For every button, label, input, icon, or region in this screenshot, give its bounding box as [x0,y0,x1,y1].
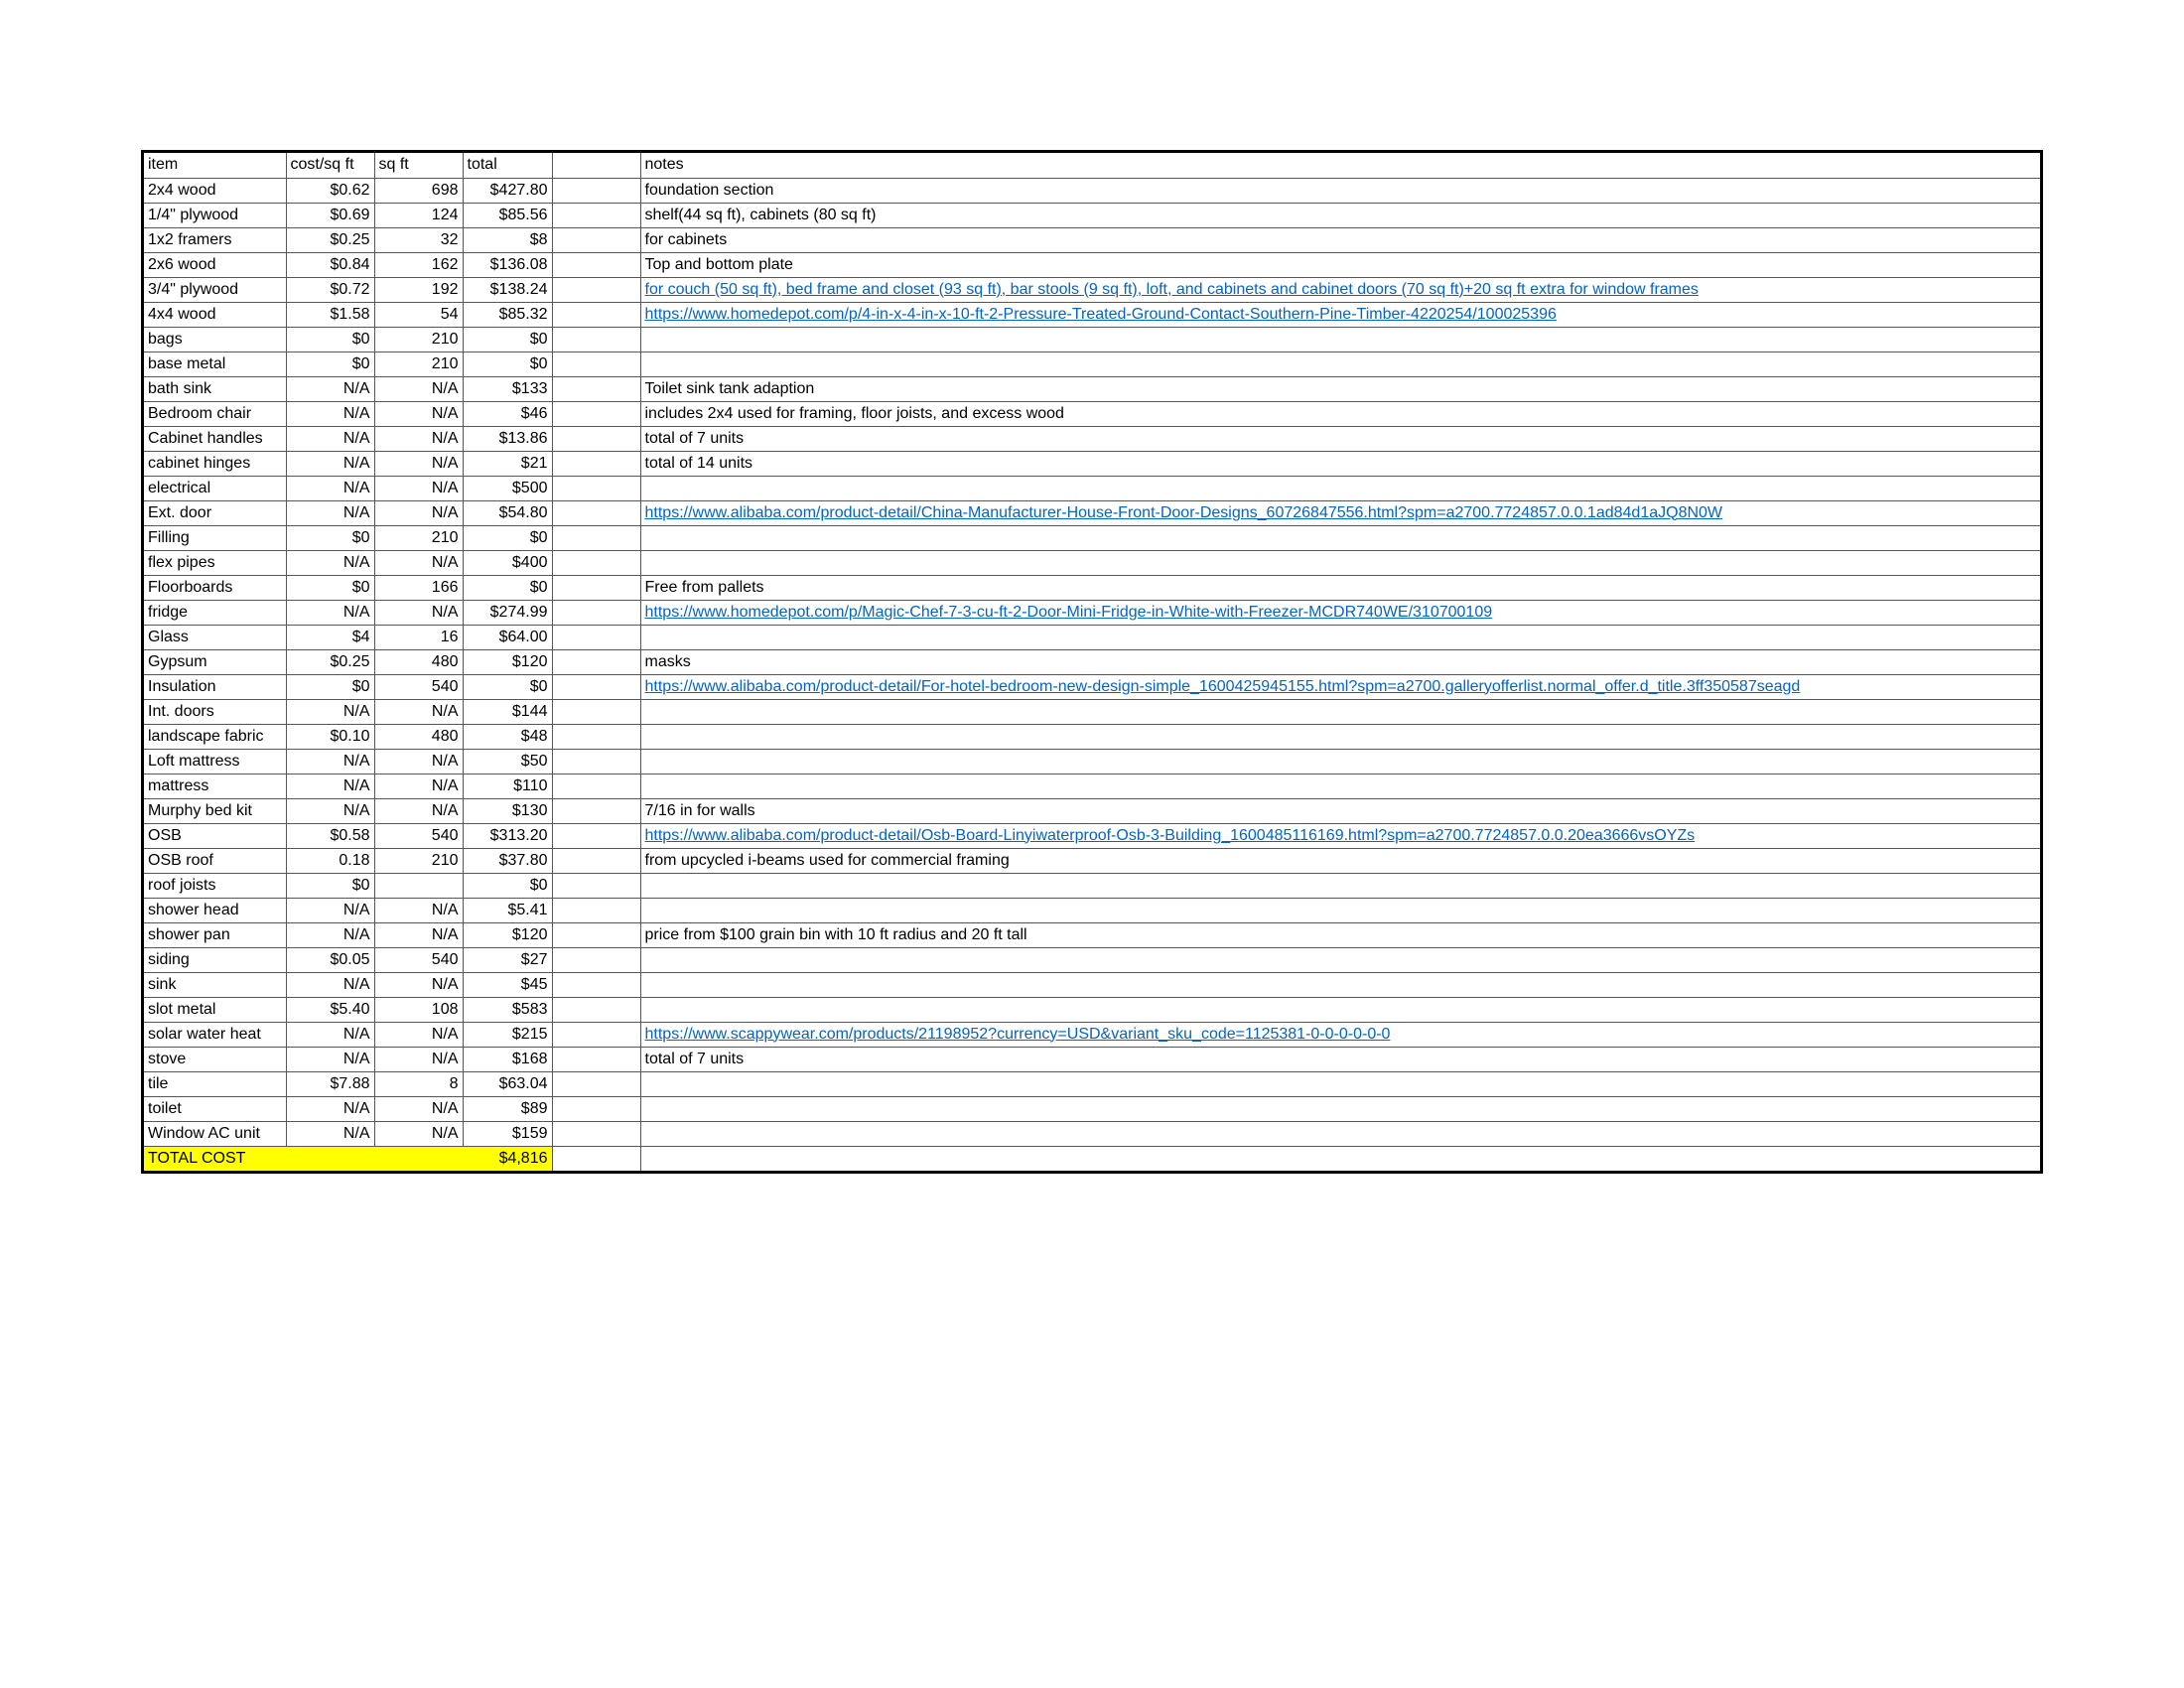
cell-notes[interactable]: total of 7 units [640,1047,2040,1071]
cell-item[interactable]: shower head [144,898,286,922]
total-cost-spacer[interactable] [286,1146,374,1171]
cell-notes[interactable]: Top and bottom plate [640,252,2040,277]
cell-total[interactable]: $144 [463,699,552,724]
cell-sqft[interactable]: N/A [374,600,463,625]
cell-item[interactable]: slot metal [144,997,286,1022]
cell-total[interactable]: $0 [463,327,552,352]
header-blank[interactable] [552,153,640,178]
cell-total[interactable]: $138.24 [463,277,552,302]
cell-notes[interactable] [640,1022,2040,1047]
cell-blank[interactable] [552,227,640,252]
cell-blank[interactable] [552,352,640,376]
cell-item[interactable]: Bedroom chair [144,401,286,426]
cell-total[interactable]: $168 [463,1047,552,1071]
cell-blank[interactable] [552,922,640,947]
cell-notes[interactable]: Toilet sink tank adaption [640,376,2040,401]
table-row [144,1071,2040,1096]
cell-total[interactable]: $27 [463,947,552,972]
cell-blank[interactable] [552,724,640,749]
cell-blank[interactable] [552,1071,640,1096]
cell-sqft[interactable]: 210 [374,352,463,376]
cell-cost-per-sqft[interactable]: $0.72 [286,277,374,302]
cell-notes[interactable]: 7/16 in for walls [640,798,2040,823]
cell-cost-per-sqft[interactable]: N/A [286,972,374,997]
cell-item[interactable]: electrical [144,476,286,500]
cell-item[interactable]: 3/4" plywood [144,277,286,302]
cell-notes[interactable] [640,947,2040,972]
table-row [144,203,2040,227]
cell-notes[interactable] [640,997,2040,1022]
cell-notes[interactable]: price from $100 grain bin with 10 ft radius and 20 ft tall [640,922,2040,947]
cell-sqft[interactable]: N/A [374,401,463,426]
cell-cost-per-sqft[interactable]: $0.84 [286,252,374,277]
cell-cost-per-sqft[interactable]: $0 [286,327,374,352]
cell-cost-per-sqft[interactable]: N/A [286,500,374,525]
cell-sqft[interactable]: N/A [374,699,463,724]
cell-sqft[interactable]: 210 [374,327,463,352]
cell-sqft[interactable]: 124 [374,203,463,227]
table-row [144,774,2040,798]
cell-cost-per-sqft[interactable]: N/A [286,376,374,401]
cell-blank[interactable] [552,997,640,1022]
cell-sqft[interactable]: 540 [374,823,463,848]
cell-cost-per-sqft[interactable]: $0 [286,575,374,600]
cell-blank[interactable] [552,798,640,823]
cell-total[interactable]: $21 [463,451,552,476]
cell-cost-per-sqft[interactable]: $0.25 [286,649,374,674]
cell-sqft[interactable]: N/A [374,451,463,476]
cell-sqft[interactable]: 162 [374,252,463,277]
cell-item[interactable]: shower pan [144,922,286,947]
cell-notes[interactable] [640,674,2040,699]
cell-cost-per-sqft[interactable]: $0.05 [286,947,374,972]
table-row [144,550,2040,575]
table-row [144,352,2040,376]
cell-item[interactable]: 4x4 wood [144,302,286,327]
cell-sqft[interactable]: N/A [374,1096,463,1121]
table-row [144,178,2040,203]
cell-cost-per-sqft[interactable]: N/A [286,401,374,426]
cell-sqft[interactable]: 540 [374,947,463,972]
cell-sqft[interactable]: 166 [374,575,463,600]
cell-total[interactable]: $5.41 [463,898,552,922]
cell-sqft[interactable]: 210 [374,848,463,873]
cell-total[interactable]: $48 [463,724,552,749]
cell-notes[interactable] [640,277,2040,302]
cell-notes[interactable] [640,873,2040,898]
cell-cost-per-sqft[interactable]: N/A [286,749,374,774]
table-row [144,898,2040,922]
cell-sqft[interactable]: 540 [374,674,463,699]
cell-item[interactable]: Window AC unit [144,1121,286,1146]
cell-cost-per-sqft[interactable]: $0.25 [286,227,374,252]
cell-sqft[interactable]: N/A [374,749,463,774]
cell-notes[interactable] [640,749,2040,774]
cell-total[interactable]: $13.86 [463,426,552,451]
cell-total[interactable]: $0 [463,674,552,699]
cell-blank[interactable] [552,625,640,649]
cell-cost-per-sqft[interactable]: N/A [286,550,374,575]
cell-sqft[interactable]: N/A [374,798,463,823]
cell-notes[interactable] [640,1096,2040,1121]
cell-blank[interactable] [552,774,640,798]
cell-notes[interactable] [640,898,2040,922]
notes-hyperlink[interactable]: https://www.homedepot.com/p/Magic-Chef-7-3-cu-ft-2-Door-Mini-Fridge-in-White-with-Freezer-MCDR740WE/310700109 [644,603,1493,621]
notes-hyperlink[interactable]: https://www.alibaba.com/product-detail/For-hotel-bedroom-new-design-simple_1600425945155.html?spm=a2700.galleryofferlist.normal_offer.d_title.3ff350587seagd [644,677,1801,695]
cell-blank[interactable] [552,401,640,426]
table-row [144,1047,2040,1071]
cell-blank[interactable] [552,1022,640,1047]
cell-blank[interactable] [552,203,640,227]
cell-item[interactable]: tile [144,1071,286,1096]
cell-notes[interactable]: total of 14 units [640,451,2040,476]
cell-item[interactable]: Loft mattress [144,749,286,774]
table-row [144,972,2040,997]
cell-total[interactable]: $0 [463,352,552,376]
cell-notes[interactable] [640,1121,2040,1146]
cell-total[interactable]: $85.56 [463,203,552,227]
cell-total[interactable]: $85.32 [463,302,552,327]
cell-blank[interactable] [552,525,640,550]
cell-blank[interactable] [552,1096,640,1121]
cell-total[interactable]: $0 [463,575,552,600]
cell-sqft[interactable]: N/A [374,1121,463,1146]
cell-notes[interactable]: Free from pallets [640,575,2040,600]
cell-blank[interactable] [552,550,640,575]
cell-blank[interactable] [552,649,640,674]
cell-cost-per-sqft[interactable]: N/A [286,922,374,947]
cell-total[interactable]: $400 [463,550,552,575]
cell-item[interactable]: sink [144,972,286,997]
notes-hyperlink[interactable]: https://www.homedepot.com/p/4-in-x-4-in-x-10-ft-2-Pressure-Treated-Ground-Contact-Southern-Pine-Timber-4220254/100025396 [644,305,1557,323]
header-total[interactable]: total [463,153,552,178]
table-row [144,1096,2040,1121]
cell-total[interactable]: $136.08 [463,252,552,277]
cell-total[interactable]: $215 [463,1022,552,1047]
cell-blank[interactable] [552,302,640,327]
cell-blank[interactable] [552,575,640,600]
cell-notes[interactable] [640,1146,2040,1171]
cell-sqft[interactable]: N/A [374,898,463,922]
cell-item[interactable]: 1x2 framers [144,227,286,252]
cell-cost-per-sqft[interactable]: $0.69 [286,203,374,227]
cell-item[interactable]: cabinet hinges [144,451,286,476]
table-row [144,625,2040,649]
cell-notes[interactable]: for cabinets [640,227,2040,252]
cell-blank[interactable] [552,699,640,724]
table-row [144,674,2040,699]
cell-item[interactable]: landscape fabric [144,724,286,749]
cell-item[interactable]: bath sink [144,376,286,401]
table-row [144,873,2040,898]
cell-item[interactable]: 2x4 wood [144,178,286,203]
cell-sqft[interactable]: 480 [374,724,463,749]
table-row [144,575,2040,600]
cell-sqft[interactable]: 698 [374,178,463,203]
cell-total[interactable]: $313.20 [463,823,552,848]
cell-total[interactable]: $45 [463,972,552,997]
cell-item[interactable]: Glass [144,625,286,649]
cell-blank[interactable] [552,178,640,203]
cell-notes[interactable] [640,500,2040,525]
cell-total[interactable]: $0 [463,525,552,550]
cell-sqft[interactable]: N/A [374,922,463,947]
cell-cost-per-sqft[interactable]: $0 [286,525,374,550]
cell-cost-per-sqft[interactable]: N/A [286,1121,374,1146]
cell-cost-per-sqft[interactable]: N/A [286,699,374,724]
cell-blank[interactable] [552,823,640,848]
cell-total[interactable]: $133 [463,376,552,401]
cell-total[interactable]: $63.04 [463,1071,552,1096]
cell-notes[interactable] [640,352,2040,376]
cell-item[interactable]: Gypsum [144,649,286,674]
cell-blank[interactable] [552,252,640,277]
cell-total[interactable]: $50 [463,749,552,774]
cell-sqft[interactable]: 32 [374,227,463,252]
cell-total[interactable]: $120 [463,649,552,674]
cell-blank[interactable] [552,451,640,476]
table-row [144,600,2040,625]
cell-total[interactable]: $274.99 [463,600,552,625]
cell-cost-per-sqft[interactable]: N/A [286,798,374,823]
cell-cost-per-sqft[interactable]: 0.18 [286,848,374,873]
cell-item[interactable]: 2x6 wood [144,252,286,277]
cell-item[interactable]: stove [144,1047,286,1071]
cell-total[interactable]: $500 [463,476,552,500]
cell-sqft[interactable] [374,873,463,898]
cell-blank[interactable] [552,873,640,898]
cell-total[interactable]: $159 [463,1121,552,1146]
cell-total[interactable]: $583 [463,997,552,1022]
cell-notes[interactable] [640,600,2040,625]
cell-notes[interactable] [640,302,2040,327]
cell-notes[interactable] [640,476,2040,500]
cell-total[interactable]: $120 [463,922,552,947]
cell-blank[interactable] [552,972,640,997]
table-row [144,525,2040,550]
cost-spreadsheet [141,150,2043,1174]
cell-sqft[interactable]: 210 [374,525,463,550]
total-cost-value[interactable]: $4,816 [463,1146,552,1171]
cell-item[interactable]: roof joists [144,873,286,898]
cell-item[interactable]: Insulation [144,674,286,699]
cell-sqft[interactable]: N/A [374,1047,463,1071]
table-row [144,699,2040,724]
header-item[interactable]: item [144,153,286,178]
table-row [144,823,2040,848]
cell-item[interactable]: Int. doors [144,699,286,724]
cell-item[interactable]: Floorboards [144,575,286,600]
cell-item[interactable]: 1/4" plywood [144,203,286,227]
cell-item[interactable]: Filling [144,525,286,550]
cell-sqft[interactable]: N/A [374,550,463,575]
header-row [144,153,2040,178]
cell-notes[interactable]: masks [640,649,2040,674]
cell-blank[interactable] [552,376,640,401]
cell-notes[interactable] [640,625,2040,649]
table-row [144,376,2040,401]
cell-sqft[interactable]: 54 [374,302,463,327]
cell-item[interactable]: Ext. door [144,500,286,525]
notes-hyperlink[interactable]: https://www.scappywear.com/products/21198952?currency=USD&variant_sku_code=1125381-0-0-0-0-0-0 [644,1025,1391,1043]
cell-blank[interactable] [552,277,640,302]
notes-hyperlink[interactable]: https://www.alibaba.com/product-detail/Osb-Board-Linyiwaterproof-Osb-3-Building_1600485116169.html?spm=a2700.7724857.0.0.20ea3666vsOYZs [644,826,1696,844]
cell-cost-per-sqft[interactable]: N/A [286,774,374,798]
cell-notes[interactable] [640,774,2040,798]
table-row [144,649,2040,674]
cell-total[interactable]: $8 [463,227,552,252]
cell-blank[interactable] [552,749,640,774]
cell-blank[interactable] [552,327,640,352]
cell-item[interactable]: OSB roof [144,848,286,873]
table-row [144,724,2040,749]
cell-item[interactable]: OSB [144,823,286,848]
cell-notes[interactable] [640,1071,2040,1096]
cell-notes[interactable] [640,550,2040,575]
cell-cost-per-sqft[interactable]: $4 [286,625,374,649]
cell-total[interactable]: $54.80 [463,500,552,525]
cell-cost-per-sqft[interactable]: $0 [286,873,374,898]
cell-cost-per-sqft[interactable]: N/A [286,1096,374,1121]
table-row [144,401,2040,426]
cell-sqft[interactable]: N/A [374,774,463,798]
cell-blank[interactable] [552,426,640,451]
cell-item[interactable]: bags [144,327,286,352]
table-row [144,1121,2040,1146]
cell-total[interactable]: $427.80 [463,178,552,203]
table-row [144,922,2040,947]
table-row [144,302,2040,327]
cell-sqft[interactable]: 16 [374,625,463,649]
cell-total[interactable]: $0 [463,873,552,898]
cell-sqft[interactable]: N/A [374,476,463,500]
cell-notes[interactable] [640,724,2040,749]
cell-sqft[interactable]: 480 [374,649,463,674]
cell-sqft[interactable]: 108 [374,997,463,1022]
table-row [144,252,2040,277]
table-row [144,476,2040,500]
cell-notes[interactable]: shelf(44 sq ft), cabinets (80 sq ft) [640,203,2040,227]
cell-cost-per-sqft[interactable]: $0.10 [286,724,374,749]
cell-item[interactable]: fridge [144,600,286,625]
table-row [144,947,2040,972]
cell-total[interactable]: $37.80 [463,848,552,873]
cell-sqft[interactable]: 8 [374,1071,463,1096]
cell-blank[interactable] [552,600,640,625]
cell-blank[interactable] [552,1047,640,1071]
cell-blank[interactable] [552,1146,640,1171]
cell-item[interactable]: base metal [144,352,286,376]
cell-cost-per-sqft[interactable]: $0.62 [286,178,374,203]
table-row [144,426,2040,451]
cell-sqft[interactable]: 192 [374,277,463,302]
cell-total[interactable]: $64.00 [463,625,552,649]
cell-notes[interactable] [640,699,2040,724]
cell-notes[interactable] [640,823,2040,848]
cell-item[interactable]: solar water heat [144,1022,286,1047]
cell-cost-per-sqft[interactable]: N/A [286,898,374,922]
cell-cost-per-sqft[interactable]: N/A [286,600,374,625]
cell-sqft[interactable]: N/A [374,972,463,997]
table-row [144,277,2040,302]
cell-notes[interactable]: foundation section [640,178,2040,203]
cell-blank[interactable] [552,1121,640,1146]
total-cost-spacer[interactable] [374,1146,463,1171]
header-cost-per-sqft[interactable]: cost/sq ft [286,153,374,178]
cell-item[interactable]: mattress [144,774,286,798]
cell-sqft[interactable]: N/A [374,1022,463,1047]
notes-hyperlink[interactable]: https://www.alibaba.com/product-detail/China-Manufacturer-House-Front-Door-Designs_60726847556.html?spm=a2700.7724857.0.0.1ad84d1aJQ8N0W [644,503,1723,521]
cell-cost-per-sqft[interactable]: $5.40 [286,997,374,1022]
cell-item[interactable]: toilet [144,1096,286,1121]
table-row [144,848,2040,873]
cell-cost-per-sqft[interactable]: N/A [286,451,374,476]
cell-item[interactable]: Murphy bed kit [144,798,286,823]
cell-item[interactable]: siding [144,947,286,972]
cell-blank[interactable] [552,674,640,699]
table-row [144,500,2040,525]
table-row [144,997,2040,1022]
cell-cost-per-sqft[interactable]: N/A [286,1047,374,1071]
cell-cost-per-sqft[interactable]: $1.58 [286,302,374,327]
cell-notes[interactable]: from upcycled i-beams used for commercial framing [640,848,2040,873]
header-notes[interactable]: notes [640,153,2040,178]
cell-cost-per-sqft[interactable]: N/A [286,426,374,451]
cell-total[interactable]: $130 [463,798,552,823]
table-row [144,798,2040,823]
cell-blank[interactable] [552,898,640,922]
cell-cost-per-sqft[interactable]: $0.58 [286,823,374,848]
cell-blank[interactable] [552,476,640,500]
table-row [144,451,2040,476]
cell-notes[interactable] [640,327,2040,352]
cell-item[interactable]: flex pipes [144,550,286,575]
table-row [144,1022,2040,1047]
cell-item[interactable]: Cabinet handles [144,426,286,451]
cell-cost-per-sqft[interactable]: $0 [286,674,374,699]
total-cost-row [144,1146,2040,1171]
cell-cost-per-sqft[interactable]: N/A [286,1022,374,1047]
cell-blank[interactable] [552,947,640,972]
table-row [144,227,2040,252]
table-row [144,749,2040,774]
total-cost-label[interactable]: TOTAL COST [144,1146,286,1171]
cell-total[interactable]: $89 [463,1096,552,1121]
cell-cost-per-sqft[interactable]: $7.88 [286,1071,374,1096]
cell-notes[interactable]: includes 2x4 used for framing, floor joists, and excess wood [640,401,2040,426]
cell-notes[interactable] [640,972,2040,997]
cell-notes[interactable]: total of 7 units [640,426,2040,451]
cell-sqft[interactable]: N/A [374,426,463,451]
header-sqft[interactable]: sq ft [374,153,463,178]
cell-cost-per-sqft[interactable]: N/A [286,476,374,500]
table-row [144,327,2040,352]
cell-notes[interactable] [640,525,2040,550]
cell-total[interactable]: $46 [463,401,552,426]
cell-total[interactable]: $110 [463,774,552,798]
cell-sqft[interactable]: N/A [374,500,463,525]
cell-cost-per-sqft[interactable]: $0 [286,352,374,376]
cell-sqft[interactable]: N/A [374,376,463,401]
cell-blank[interactable] [552,500,640,525]
cell-blank[interactable] [552,848,640,873]
cost-table [144,153,2040,1171]
notes-hyperlink[interactable]: for couch (50 sq ft), bed frame and closet (93 sq ft), bar stools (9 sq ft), loft, and cabinets and cabinet doors (70 sq ft)+20 sq ft extra for window frames [644,280,1699,298]
